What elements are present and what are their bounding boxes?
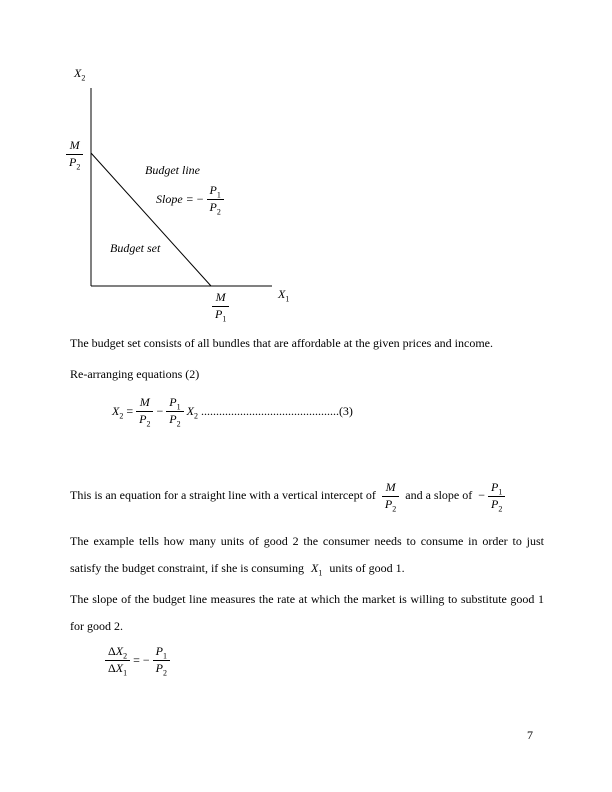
minus-sign: − (142, 652, 150, 667)
y-axis-symbol: X (74, 66, 82, 80)
x-intercept-denominator: $P_1$ (215, 306, 227, 324)
delta-symbol: Δ (108, 660, 116, 675)
dot-leader: .............................................. (200, 403, 339, 418)
paragraph-intercept-slope (70, 481, 544, 512)
budget-line-label: Budget line (145, 163, 200, 177)
equals-sign: = (133, 652, 140, 667)
y-axis-label (74, 66, 85, 81)
paragraph-budget-set: The budget set consists of all bundles that are affordable at the given prices and income. (70, 336, 493, 350)
equals-sign: = (126, 403, 134, 418)
x-intercept-numerator: M (212, 291, 229, 307)
x-axis-label (278, 287, 289, 302)
p4-text-before: The example tells how many units of good 2 the consumer needs to consume in order to just satisfy the budget constraint, if she is consuming (70, 534, 544, 575)
slope-prefix: Slope = (156, 191, 194, 206)
y-intercept-numerator: M (66, 139, 83, 155)
slope-eq-lhs-fraction: $\frac{\Delta X_2}{\Delta X_1}$ (105, 645, 130, 676)
slope-annotation (156, 184, 227, 215)
eq3-fraction-1: $\frac{M}{P_2}$ (136, 396, 153, 427)
y-intercept-denominator: $P_2$ (69, 154, 81, 172)
page-number: 7 (527, 728, 533, 742)
equation-number: (3) (338, 403, 353, 418)
slope-fraction (207, 184, 224, 215)
paragraph-example (70, 528, 544, 582)
p3-text-middle: and a slope of (405, 488, 473, 503)
paragraph-slope-meaning: The slope of the budget line measures the rate at which the market is willing to substitute good 1 for good 2. (70, 592, 544, 633)
x-intercept-label (212, 291, 229, 322)
budget-set-label: Budget set (110, 241, 161, 255)
y-intercept-label (66, 139, 83, 170)
slope-denominator: $P_2$ (209, 199, 221, 217)
p3-fraction-1: $\frac{M}{P_2}$ (382, 481, 399, 512)
slope-eq-rhs-fraction: $\frac{P_1}{P_2}$ (153, 645, 170, 676)
eq3-rhs: $X_2$ (186, 403, 198, 421)
p3-fraction-2: $\frac{P_1}{P_2}$ (488, 481, 505, 512)
minus-sign: − (478, 488, 486, 503)
minus-sign: − (196, 191, 204, 206)
p4-text-after: units of good 1. (329, 561, 405, 575)
equation-3 (112, 396, 356, 427)
slope-numerator: $P_1$ (207, 184, 224, 200)
paragraph-rearranging: Re-arranging equations (2) (70, 367, 200, 381)
y-axis-subscript: 2 (81, 73, 86, 83)
minus-sign: − (156, 403, 164, 418)
eq3-fraction-2: $\frac{P_1}{P_2}$ (166, 396, 183, 427)
x-axis-symbol: X (278, 287, 286, 301)
equation-slope (105, 645, 173, 676)
eq3-lhs: $X_2$ (112, 403, 124, 421)
delta-symbol: Δ (108, 644, 116, 658)
p3-text-before: This is an equation for a straight line with a vertical intercept of (70, 488, 376, 503)
x-axis-subscript: 1 (285, 294, 290, 304)
p4-variable: $X_1$ (310, 561, 323, 578)
